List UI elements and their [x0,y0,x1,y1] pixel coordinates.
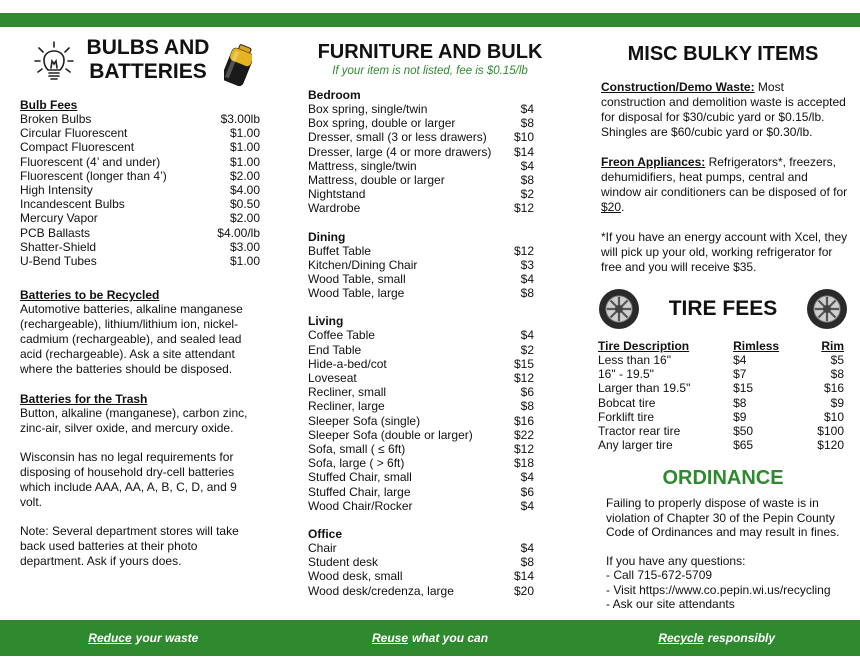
tire-description: 16" - 19.5" [598,367,654,382]
freon-text: Refrigerators*, freezers, dehumidifiers, heat pumps, central and window air conditioners can be disposed of for [601,155,848,199]
furniture-item-row [300,399,560,413]
tire-row [598,438,848,452]
furniture-item-row [300,555,560,569]
tire-rimless-price: $8 [733,395,747,410]
furniture-item-row [300,145,560,159]
item-price: $14 [513,569,534,584]
construction-label: Construction/Demo Waste: [601,80,755,94]
bulb-fee-name: Mercury Vapor [20,211,98,226]
furniture-item-row [300,130,560,144]
item-name: Wood desk, small [308,569,403,584]
item-name: Recliner, large [308,399,385,414]
question-item: - Ask our site attendants [606,597,735,612]
item-price: $18 [513,456,534,471]
furniture-categories [300,88,560,598]
furniture-item-row [300,442,560,456]
lightbulb-icon [34,40,74,84]
item-name: Buffet Table [308,243,371,258]
furniture-bulk-title: FURNITURE AND BULK [317,41,543,63]
tire-row [598,424,848,438]
footer-keyword: Reduce [88,631,132,645]
construction-text: Most construction and demolition waste is accepted for disposal for $30/cubic yard or $0.15/lb. Shingles are $60/cubic yard or $0.30/lb. [601,80,846,139]
freon-price: $20 [601,200,622,214]
furniture-item-row [300,272,560,286]
bulb-fee-price: $1.00 [229,140,260,155]
tire-rim-price: $10 [823,409,844,424]
category-title: Dining [308,229,346,244]
item-name: Dresser, small (3 or less drawers) [308,130,487,145]
category-title: Bedroom [308,88,361,102]
furniture-item-row [300,328,560,342]
footer-keyword: Recycle [658,631,704,645]
bulb-fee-row [20,254,260,268]
freon-end: . [621,200,625,214]
question-item: - Call 715-672-5709 [606,568,713,583]
trash-batteries-text: Button, alkaline (manganese), carbon zinc, zinc-air, silver oxide, and mercury oxide. [20,406,248,436]
tire-rimless-price: $15 [733,381,754,396]
bulb-fee-row [20,211,260,225]
category-title: Office [308,527,343,542]
item-name: Box spring, single/twin [308,102,428,116]
furniture-item-row [300,201,560,215]
bulbs-batteries-header [20,36,260,94]
item-name: Wardrobe [308,201,361,216]
item-name: Sofa, small ( ≤ 6ft) [308,442,406,457]
furniture-item-row [300,385,560,399]
footer-recycle [573,620,860,656]
bulb-fee-price: $2.00 [229,211,260,226]
item-name: Sleeper Sofa (single) [308,413,421,428]
item-name: End Table [308,342,362,357]
item-price: $8 [520,555,534,570]
footer-rest: responsibly [707,631,776,645]
bulb-fee-row [20,155,260,169]
wisconsin-text: Wisconsin has no legal requirements for disposing of household dry-cell batteries which include AAA, AA, A, B, C, D, and 9 volt. [20,450,237,510]
bulb-fee-row [20,240,260,254]
footer-bar [0,620,860,656]
bulb-fee-name: High Intensity [20,183,93,198]
bulb-fee-row [20,226,260,240]
tire-rimless-price: $65 [733,438,754,453]
bulb-fees-list [20,112,260,268]
item-name: Wood Chair/Rocker [308,498,413,513]
bulb-fee-name: Incandescent Bulbs [20,197,125,212]
furniture-item-row [300,343,560,357]
furniture-item-row [300,584,560,598]
item-name: Mattress, double or larger [308,173,445,188]
tire-description: Bobcat tire [598,395,656,410]
bulb-fee-name: PCB Ballasts [20,225,91,240]
item-price: $4 [520,272,534,287]
bulb-fee-name: Compact Fluorescent [20,140,135,155]
construction-paragraph [598,80,848,140]
question-item: - Visit https://www.co.pepin.wi.us/recycling [606,582,831,597]
furniture-item-row [300,187,560,201]
bulb-fee-price: $1.00 [229,254,260,269]
furniture-item-row [300,485,560,499]
furniture-item-row [300,102,560,116]
furniture-item-row [300,456,560,470]
item-price: $20 [513,583,534,598]
tire-icon [598,288,640,330]
item-price: $4 [520,541,534,556]
item-name: Nightstand [308,187,366,202]
bulb-fee-name: Shatter-Shield [20,239,97,254]
item-price: $12 [513,201,534,216]
furniture-category [300,88,560,216]
furniture-item-row [300,173,560,187]
furniture-bulk-column [300,36,560,598]
tire-description: Tractor rear tire [598,424,681,439]
tire-rimless-price: $9 [733,409,747,424]
item-name: Wood Table, small [308,272,406,287]
tire-description: Less than 16" [598,353,671,367]
item-name: Chair [308,541,337,556]
furniture-item-row [300,541,560,555]
ordinance-text: Failing to properly dispose of waste is in violation of Chapter 30 of the Pepin County Code of Ordinances and may result in fines. [606,496,840,540]
item-price: $4 [520,470,534,485]
furniture-category [300,527,560,598]
tire-rimless-price: $4 [733,353,747,367]
bulb-fee-row [20,169,260,183]
bulb-fee-price: $4.00 [229,183,260,198]
item-name: Wood Table, large [308,286,405,301]
bulb-fee-name: Fluorescent (longer than 4’) [20,168,167,183]
note-text: Note: Several department stores will take back used batteries at their photo department. Ask if yours does. [20,524,239,569]
item-price: $16 [513,413,534,428]
title-line-1: BULBS AND [86,36,210,59]
tire-rim-price: $120 [817,438,844,453]
footer-reduce [0,620,287,656]
furniture-item-row [300,371,560,385]
furniture-item-row [300,428,560,442]
item-price: $10 [513,130,534,145]
item-price: $3 [520,257,534,272]
footer-rest: your waste [135,631,199,645]
footer-rest: what you can [412,631,489,645]
freon-label: Freon Appliances: [601,155,706,169]
furniture-item-row [300,470,560,484]
freon-paragraph [598,155,848,215]
bulb-fees-title: Bulb Fees [20,98,78,112]
tire-description: Forklift tire [598,409,655,424]
tire-rim-price: $8 [830,367,844,382]
tire-rim-price: $100 [817,424,844,439]
questions-list [598,568,848,612]
tire-row [598,367,848,381]
bulb-fee-price: $4.00/lb [217,225,260,240]
bulb-fee-row [20,183,260,197]
bulb-fee-name: Fluorescent (4’ and under) [20,154,161,169]
tire-row [598,353,848,367]
tire-rimless-price: $50 [733,424,754,439]
furniture-item-row [300,499,560,513]
item-name: Stuffed Chair, small [308,470,412,485]
furniture-item-row [300,159,560,173]
furniture-item-row [300,244,560,258]
item-name: Stuffed Chair, large [308,484,411,499]
item-price: $2 [520,187,534,202]
tire-fees-table [598,339,848,452]
item-price: $15 [513,356,534,371]
bulbs-batteries-column [20,36,260,569]
item-name: Mattress, single/twin [308,158,417,173]
furniture-bulk-subtitle: If your item is not listed, fee is $0.15/lb [332,65,528,77]
tire-col-rim: Rim [821,339,844,353]
item-name: Loveseat [308,371,357,386]
item-price: $8 [520,286,534,301]
item-name: Sleeper Sofa (double or larger) [308,427,473,442]
item-price: $2 [520,342,534,357]
xcel-paragraph: *If you have an energy account with Xcel, they will pick up your old, working refrigerator for free and you will receive $35. [601,230,848,274]
bulb-fee-row [20,112,260,126]
tire-row [598,396,848,410]
questions-title: If you have any questions: [606,553,746,568]
ordinance-title: ORDINANCE [662,467,784,490]
bulb-fee-price: $0.50 [229,197,260,212]
item-price: $6 [520,484,534,499]
item-price: $12 [513,442,534,457]
bulb-fee-row [20,140,260,154]
footer-keyword: Reuse [371,631,409,645]
recycled-batteries-title: Batteries to be Recycled [20,288,160,303]
tire-rim-price: $9 [830,395,844,410]
trash-batteries-title: Batteries for the Trash [20,392,148,407]
recycled-batteries-text: Automotive batteries, alkaline manganese (rechargeable), lithium/lithium ion, nickel-cadmium (rechargeable), and sealed lead acid (rechargeable). Ask a site attendant where the batteries should be disposed. [20,302,243,377]
item-name: Kitchen/Dining Chair [308,257,418,272]
item-name: Wood desk/credenza, large [308,583,454,598]
bulb-fee-name: Circular Fluorescent [20,126,128,141]
item-name: Student desk [308,555,379,570]
item-name: Recliner, small [308,385,387,400]
item-price: $14 [513,144,534,159]
bulb-fee-price: $1.00 [229,126,260,141]
top-green-bar [0,13,860,27]
furniture-item-row [300,569,560,583]
furniture-item-row [300,414,560,428]
tire-col-rimless: Rimless [733,339,780,353]
battery-icon [224,44,252,88]
item-price: $6 [520,385,534,400]
tire-table-body [598,353,848,452]
furniture-item-row [300,116,560,130]
item-price: $4 [520,102,534,116]
item-name: Dresser, large (4 or more drawers) [308,144,492,159]
furniture-item-row [300,258,560,272]
furniture-item-row [300,286,560,300]
misc-bulky-title: MISC BULKY ITEMS [627,43,819,65]
tire-rim-price: $16 [823,381,844,396]
item-price: $8 [520,116,534,131]
tire-fees-header [598,287,848,331]
bulb-fee-price: $1.00 [229,154,260,169]
item-name: Sofa, large ( > 6ft) [308,456,405,471]
tire-table-header-row [598,339,848,353]
bulb-fee-row [20,197,260,211]
tire-fees-title: TIRE FEES [668,297,778,320]
tire-rimless-price: $7 [733,367,747,382]
tire-row [598,381,848,395]
item-name: Hide-a-bed/cot [308,356,387,371]
category-title: Living [308,314,344,329]
item-price: $4 [520,158,534,173]
bulb-fee-row [20,126,260,140]
item-price: $12 [513,371,534,386]
item-price: $12 [513,243,534,258]
tire-row [598,410,848,424]
title-line-2: BATTERIES [89,60,207,83]
tire-icon [806,288,848,330]
bulb-fee-price: $3.00lb [220,112,260,126]
footer-reuse [287,620,574,656]
tire-col-description: Tire Description [598,339,690,353]
item-price: $8 [520,399,534,414]
furniture-item-row [300,357,560,371]
bulbs-batteries-title [80,36,216,84]
misc-bulky-column [598,36,848,612]
bulb-fee-name: Broken Bulbs [20,112,92,126]
bulb-fee-price: $2.00 [229,168,260,183]
item-price: $8 [520,173,534,188]
tire-rim-price: $5 [830,353,844,367]
tire-description: Any larger tire [598,438,673,453]
item-price: $22 [513,427,534,442]
item-price: $4 [520,328,534,343]
bulb-fee-price: $3.00 [229,239,260,254]
furniture-category [300,230,560,301]
bulb-fee-name: U-Bend Tubes [20,254,97,269]
furniture-category [300,314,560,513]
item-price: $4 [520,498,534,513]
item-name: Box spring, double or larger [308,116,456,131]
item-name: Coffee Table [308,328,375,343]
tire-description: Larger than 19.5" [598,381,691,396]
